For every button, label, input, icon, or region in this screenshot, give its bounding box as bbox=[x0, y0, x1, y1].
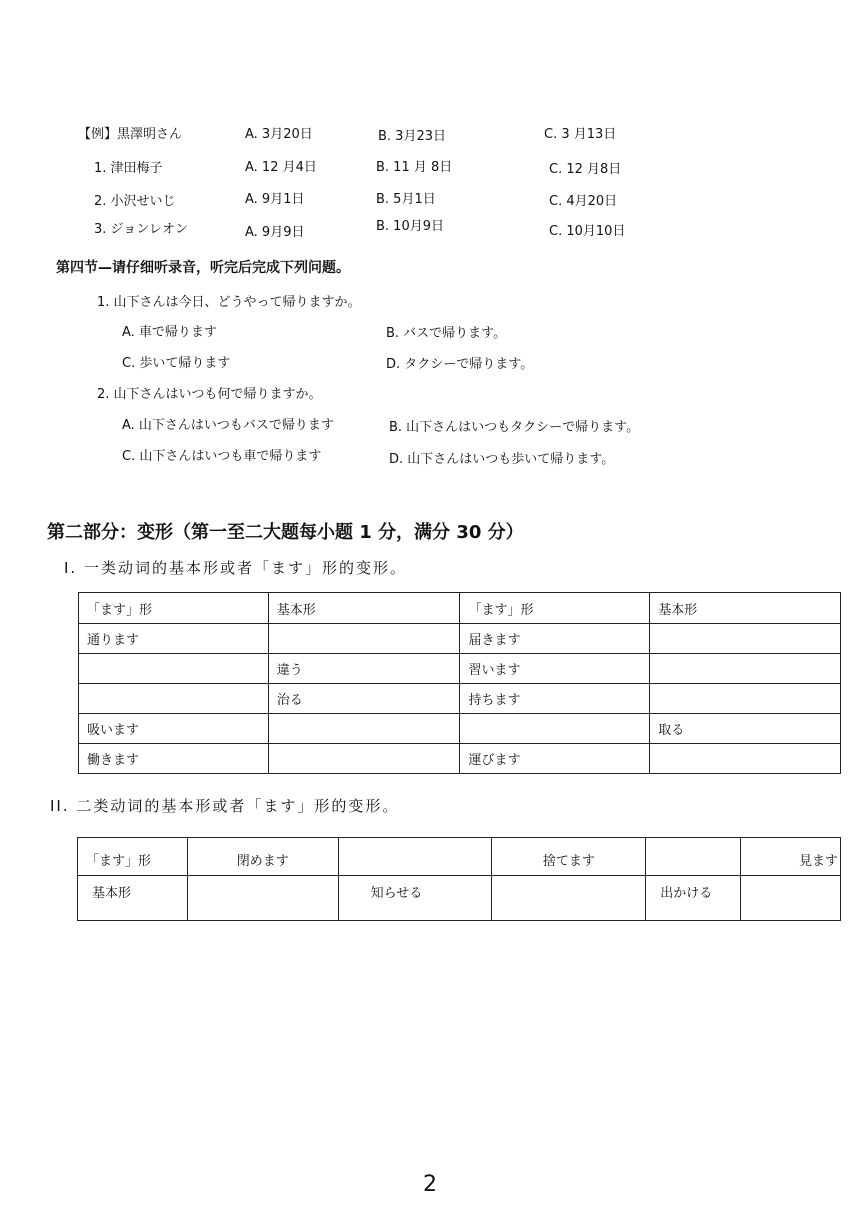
q1-name: 1. 津田梅子 bbox=[94, 161, 163, 176]
verb-table-2 bbox=[77, 837, 841, 921]
table-cell: 違う bbox=[268, 654, 460, 684]
section4-title: 第四节—请仔细听录音，听完后完成下列问题。 bbox=[56, 260, 350, 276]
q3-name: 3. ジョンレオン bbox=[94, 222, 188, 237]
q3-option-c: C. 10月10日 bbox=[549, 224, 626, 239]
table-cell: 「ます」形 bbox=[78, 838, 188, 876]
example-option-a: A. 3月20日 bbox=[245, 127, 313, 142]
answer-cell bbox=[741, 876, 841, 921]
part2-title: 第二部分：变形（第一至二大题每小题 1 分，满分 30 分） bbox=[47, 522, 524, 543]
table-row bbox=[79, 714, 841, 744]
answer-cell bbox=[460, 714, 650, 744]
q1-question: 1. 山下さんは今日、どうやって帰りますか。 bbox=[97, 295, 361, 310]
table-cell: 捨てます bbox=[492, 838, 646, 876]
q1-option-b: B. 11 月 8日 bbox=[376, 160, 453, 175]
table-row bbox=[79, 654, 841, 684]
answer-cell bbox=[650, 624, 841, 654]
q1-option-a: A. 12 月4日 bbox=[245, 160, 317, 175]
verb-table-1 bbox=[78, 592, 841, 774]
q2-option-a: A. 9月1日 bbox=[245, 192, 305, 207]
table-cell: 閉めます bbox=[187, 838, 338, 876]
table-cell: 通ります bbox=[79, 624, 269, 654]
table-cell: 吸います bbox=[79, 714, 269, 744]
q1-choice-b: B. バスで帰ります。 bbox=[386, 326, 507, 341]
answer-cell bbox=[79, 684, 269, 714]
table-cell: 運びます bbox=[460, 744, 650, 774]
q2-choice-a: A. 山下さんはいつもバスで帰ります bbox=[122, 418, 334, 433]
q1-choice-c: C. 歩いて帰ります bbox=[122, 356, 231, 371]
q3-option-a: A. 9月9日 bbox=[245, 225, 305, 240]
table-cell: 基本形 bbox=[268, 593, 460, 624]
q1-choice-d: D. タクシーで帰ります。 bbox=[386, 357, 534, 372]
section2-title: II. 二类动词的基本形或者「ます」形的变形。 bbox=[50, 797, 400, 815]
table-cell: 習います bbox=[460, 654, 650, 684]
q1-choice-a: A. 車で帰ります bbox=[122, 325, 217, 340]
section1-title: I. 一类动词的基本形或者「ます」形的变形。 bbox=[64, 559, 407, 577]
answer-cell bbox=[650, 684, 841, 714]
table-cell: 基本形 bbox=[78, 876, 188, 921]
answer-cell bbox=[187, 876, 338, 921]
example-option-b: B. 3月23日 bbox=[378, 129, 446, 144]
table-row bbox=[79, 684, 841, 714]
answer-cell bbox=[650, 744, 841, 774]
answer-cell bbox=[268, 714, 460, 744]
table-cell: 治る bbox=[268, 684, 460, 714]
answer-cell bbox=[492, 876, 646, 921]
q2-option-c: C. 4月20日 bbox=[549, 194, 618, 209]
q2-choice-c: C. 山下さんはいつも車で帰ります bbox=[122, 449, 322, 464]
table-row bbox=[79, 624, 841, 654]
table-cell: 基本形 bbox=[650, 593, 841, 624]
table-cell: 「ます」形 bbox=[460, 593, 650, 624]
q2-name: 2. 小沢せいじ bbox=[94, 194, 176, 209]
q2-option-b: B. 5月1日 bbox=[376, 192, 436, 207]
q3-option-b: B. 10月9日 bbox=[376, 219, 444, 234]
answer-cell bbox=[650, 654, 841, 684]
q2-question: 2. 山下さんはいつも何で帰りますか。 bbox=[97, 387, 322, 402]
table-cell: 「ます」形 bbox=[79, 593, 269, 624]
q2-choice-d: D. 山下さんはいつも歩いて帰ります。 bbox=[389, 452, 615, 467]
example-option-c: C. 3 月13日 bbox=[544, 127, 617, 142]
table-row bbox=[79, 744, 841, 774]
table-cell: 取る bbox=[650, 714, 841, 744]
table-row bbox=[78, 876, 841, 921]
table-cell: 持ちます bbox=[460, 684, 650, 714]
q2-choice-b: B. 山下さんはいつもタクシーで帰ります。 bbox=[389, 420, 640, 435]
table-cell: 出かける bbox=[646, 876, 741, 921]
table-cell: 働きます bbox=[79, 744, 269, 774]
table-row bbox=[78, 838, 841, 876]
table-cell: 届きます bbox=[460, 624, 650, 654]
table-cell: 知らせる bbox=[338, 876, 492, 921]
table-row bbox=[79, 593, 841, 624]
page-number: 2 bbox=[423, 1172, 437, 1197]
answer-cell bbox=[268, 624, 460, 654]
answer-cell bbox=[338, 838, 492, 876]
table-cell: 見ます bbox=[741, 838, 841, 876]
answer-cell bbox=[268, 744, 460, 774]
example-name: 【例】黒澤明さん bbox=[78, 127, 183, 142]
answer-cell bbox=[79, 654, 269, 684]
answer-cell bbox=[646, 838, 741, 876]
q1-option-c: C. 12 月8日 bbox=[549, 162, 622, 177]
